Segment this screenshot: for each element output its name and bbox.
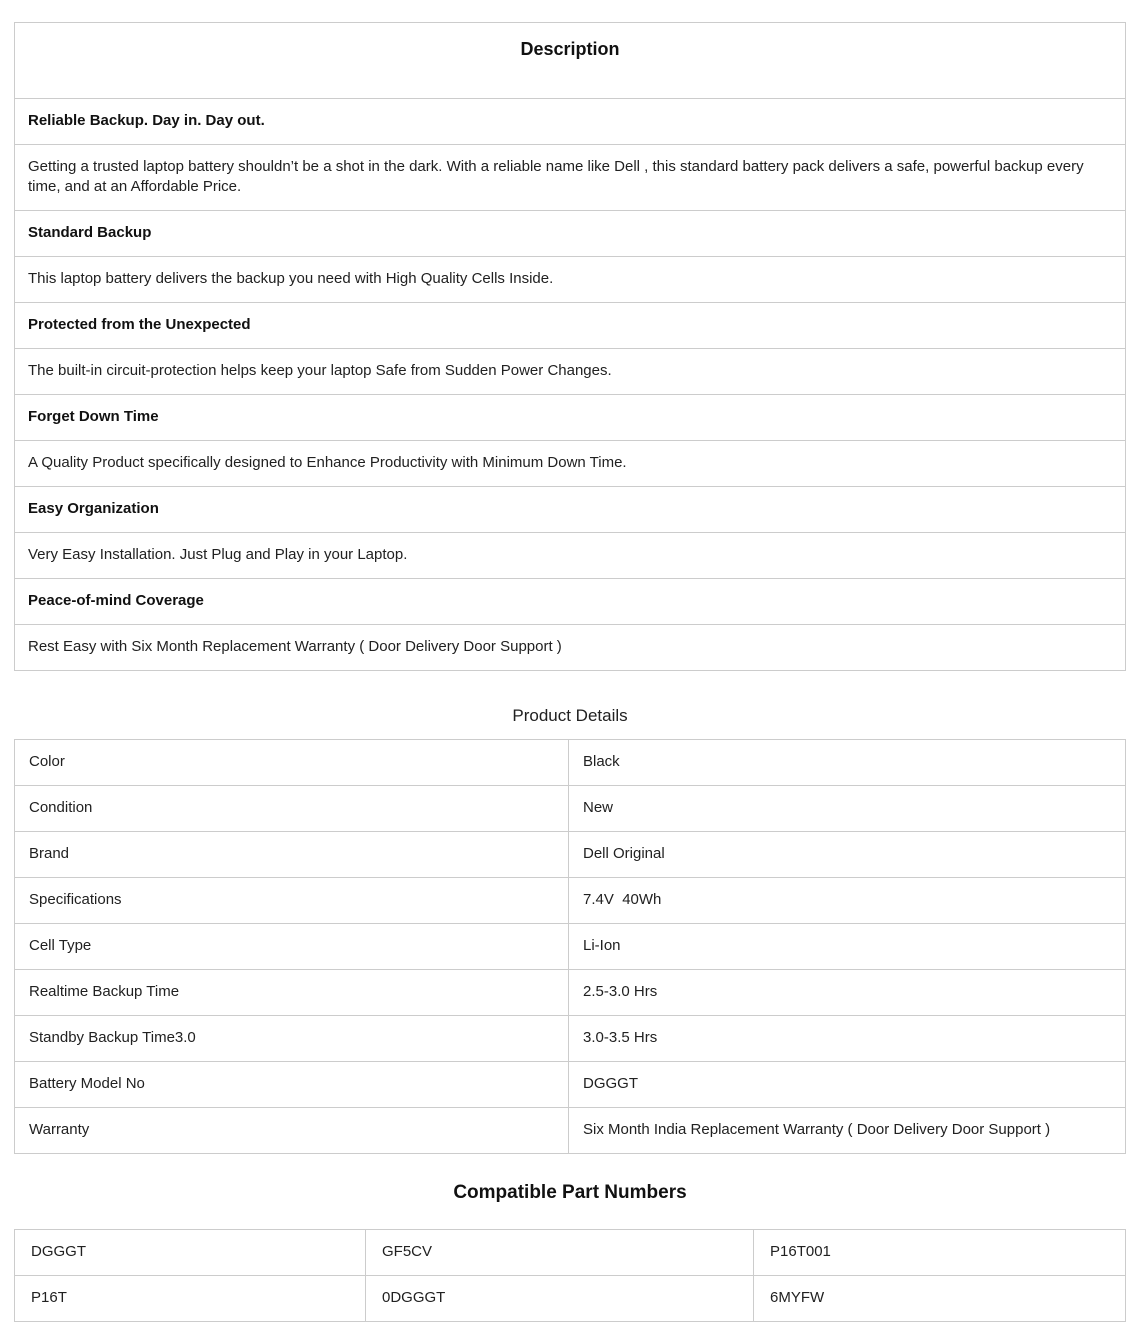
product-detail-value: 7.4V 40Wh: [583, 891, 662, 908]
description-row-heading: Easy Organization: [15, 486, 1125, 532]
product-detail-value: 3.0-3.5 Hrs: [583, 1029, 658, 1046]
product-details-row: [15, 1107, 1125, 1153]
part-number-cell: 0DGGGT: [366, 1276, 754, 1321]
product-detail-value: New: [583, 799, 614, 816]
description-table: [14, 22, 1126, 671]
description-title: Description: [520, 39, 620, 59]
product-details-row: [15, 831, 1125, 877]
product-detail-label: Realtime Backup Time: [15, 970, 569, 1015]
product-detail-value: Li-Ion: [583, 937, 621, 954]
product-detail-value: DGGGT: [583, 1075, 638, 1092]
product-details-table: [14, 739, 1126, 1154]
product-details-row: [15, 877, 1125, 923]
product-detail-value: 2.5-3.0 Hrs: [583, 983, 658, 1000]
product-detail-label: Warranty: [15, 1108, 569, 1153]
product-detail-label: Specifications: [15, 878, 569, 923]
description-row-heading: Peace-of-mind Coverage: [15, 578, 1125, 624]
product-details-row: [15, 785, 1125, 831]
description-row-heading: Protected from the Unexpected: [15, 302, 1125, 348]
description-row-text: Rest Easy with Six Month Replacement Warranty ( Door Delivery Door Support ): [15, 624, 1125, 670]
description-row-heading: Reliable Backup. Day in. Day out.: [15, 98, 1125, 144]
product-details-row: [15, 1015, 1125, 1061]
description-row-text: Very Easy Installation. Just Plug and Play in your Laptop.: [15, 532, 1125, 578]
product-detail-label: Standby Backup Time3.0: [15, 1016, 569, 1061]
product-detail-label: Battery Model No: [15, 1062, 569, 1107]
product-details-row: [15, 740, 1125, 785]
description-row-text: The built-in circuit-protection helps keep your laptop Safe from Sudden Power Changes.: [15, 348, 1125, 394]
product-details-row: [15, 1061, 1125, 1107]
part-number-cell: DGGGT: [15, 1230, 366, 1275]
part-number-cell: P16T001: [770, 1243, 831, 1260]
compatible-parts-row: [15, 1275, 1125, 1321]
compatible-parts-row: [15, 1230, 1125, 1275]
product-details-row: [15, 923, 1125, 969]
description-row-heading: Standard Backup: [15, 210, 1125, 256]
product-detail-label: Condition: [15, 786, 569, 831]
part-number-cell: 6MYFW: [770, 1289, 825, 1306]
description-row-text: Getting a trusted laptop battery shouldn’t be a shot in the dark. With a reliable name like Dell , this standard battery pack delivers a safe, powerful backup every time, and at an Affordable Price.: [15, 144, 1125, 210]
description-row-heading: Forget Down Time: [15, 394, 1125, 440]
product-detail-label: Brand: [15, 832, 569, 877]
description-row-text: This laptop battery delivers the backup you need with High Quality Cells Inside.: [15, 256, 1125, 302]
product-detail-value: Six Month India Replacement Warranty ( Door Delivery Door Support ): [583, 1121, 1051, 1138]
part-number-cell: P16T: [15, 1276, 366, 1321]
product-detail-value: Black: [583, 753, 620, 770]
part-number-cell: GF5CV: [366, 1230, 754, 1275]
compatible-part-numbers-title: Compatible Part Numbers: [453, 1182, 687, 1203]
product-detail-label: Cell Type: [15, 924, 569, 969]
product-detail-value: Dell Original: [583, 845, 665, 862]
product-detail-label: Color: [15, 740, 569, 785]
description-header-row: [15, 23, 1125, 98]
compatible-part-numbers-table: [14, 1229, 1126, 1322]
product-details-row: [15, 969, 1125, 1015]
description-row-text: A Quality Product specifically designed to Enhance Productivity with Minimum Down Time.: [15, 440, 1125, 486]
product-details-title: Product Details: [512, 706, 628, 725]
